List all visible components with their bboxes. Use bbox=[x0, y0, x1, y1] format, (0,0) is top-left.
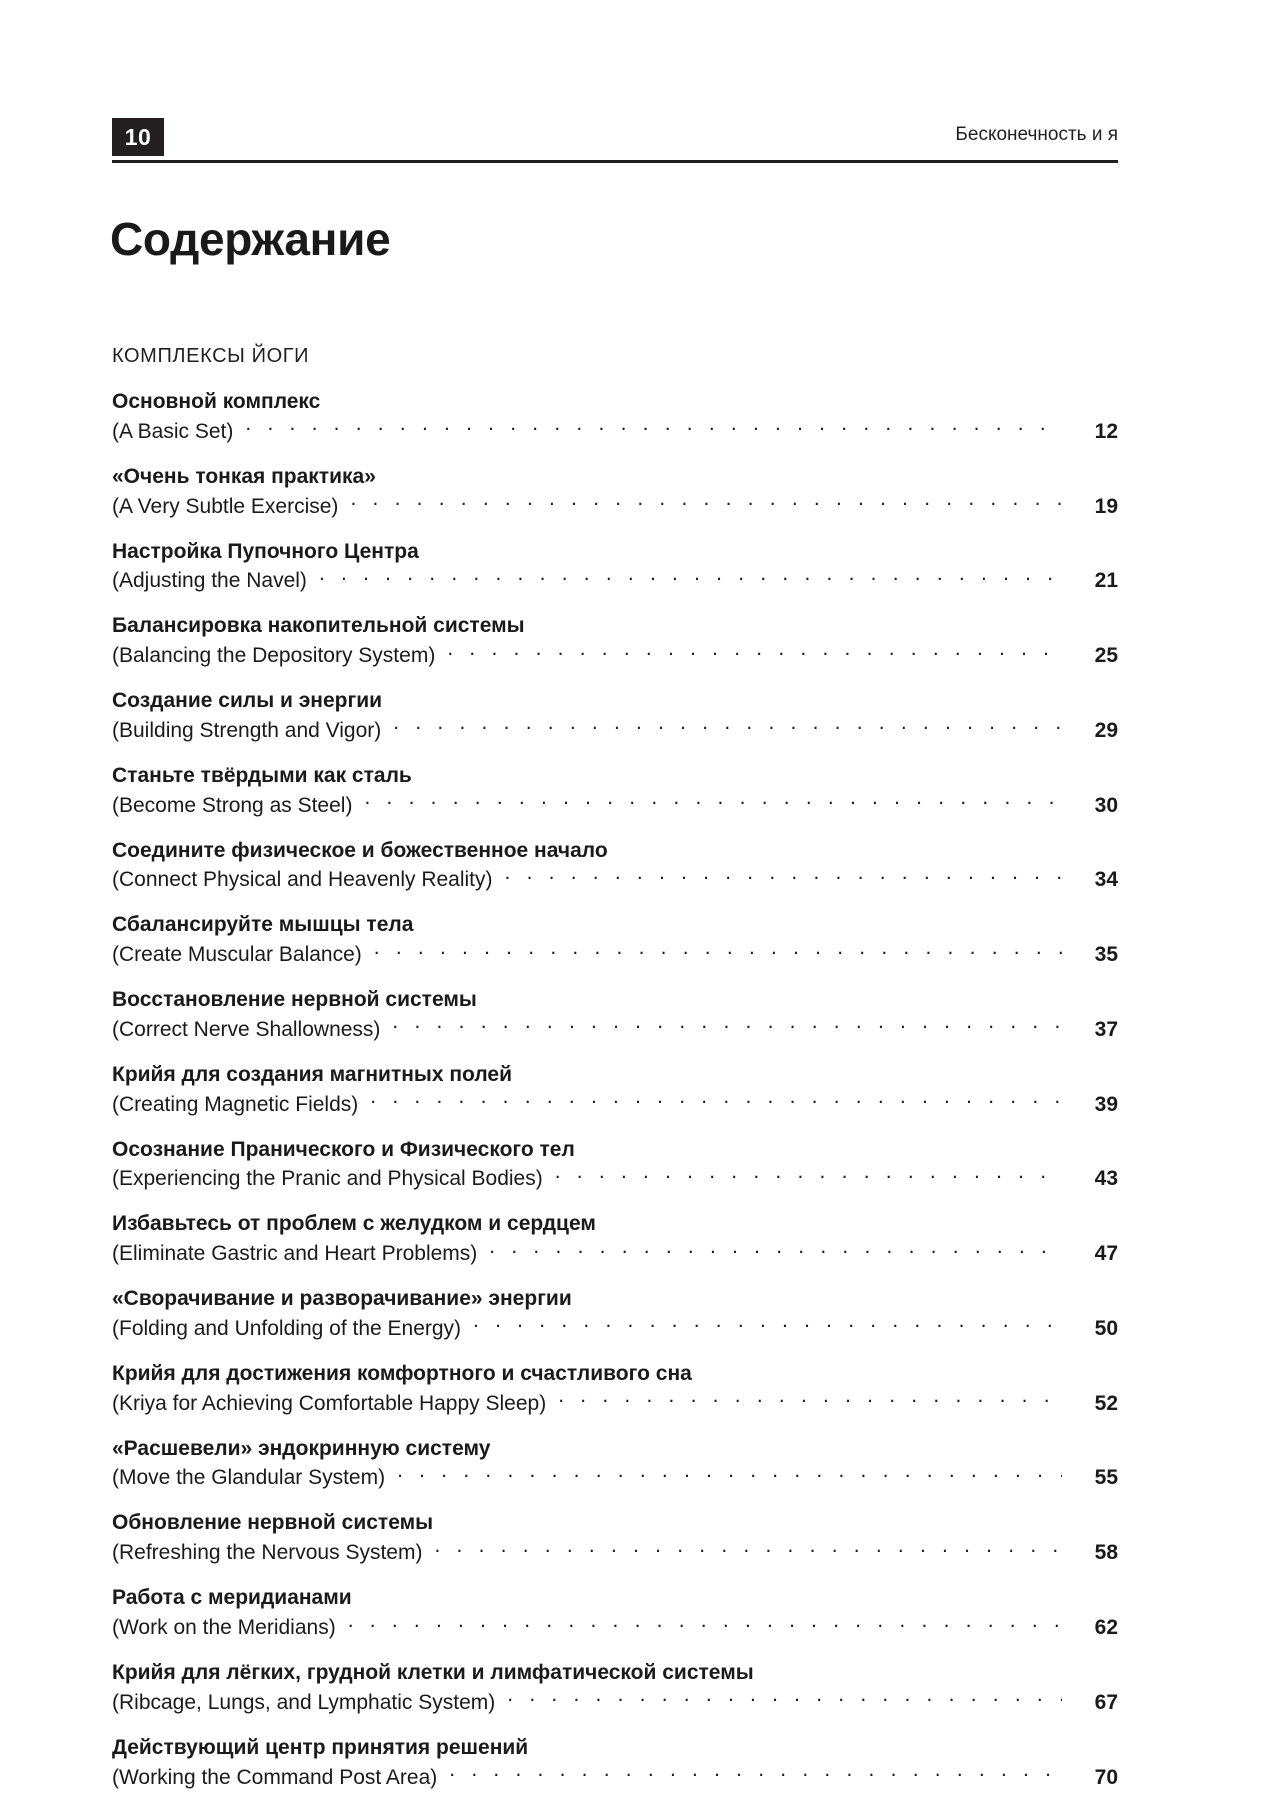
toc-entry-row bbox=[112, 1164, 1118, 1191]
toc-leader-dots bbox=[489, 1239, 1062, 1260]
toc-entry-title-ru: Крийя для создания магнитных полей bbox=[112, 1062, 513, 1086]
toc-section-label: КОМПЛЕКСЫ ЙОГИ bbox=[112, 345, 310, 367]
toc-entry-row bbox=[112, 1538, 1118, 1565]
toc-entry-row bbox=[112, 641, 1118, 668]
toc-entry-title-ru: Создание силы и энергии bbox=[112, 689, 383, 713]
toc-entry[interactable] bbox=[112, 1661, 1118, 1715]
toc-entry-row bbox=[112, 1314, 1118, 1341]
toc-entry-row bbox=[112, 865, 1118, 892]
toc-leader-dots bbox=[392, 1015, 1062, 1036]
toc-entry-title-ru: Балансировка накопительной системы bbox=[112, 614, 525, 638]
toc-entry[interactable] bbox=[112, 1736, 1118, 1790]
toc-entry-page-number: 43 bbox=[1094, 1167, 1118, 1191]
toc-entry-title-ru: Действующий центр принятия решений bbox=[112, 1735, 529, 1759]
toc-entry-row bbox=[112, 716, 1118, 743]
toc-entry[interactable] bbox=[112, 689, 1118, 743]
toc-entry-title-ru: «Расшевели» эндокринную систему bbox=[112, 1436, 491, 1460]
toc-entry[interactable] bbox=[112, 1063, 1118, 1117]
toc-entry[interactable] bbox=[112, 1212, 1118, 1266]
toc-entry-page-number: 39 bbox=[1094, 1092, 1118, 1116]
toc-entry-row bbox=[112, 1389, 1118, 1416]
toc-entry-title-ru: Восстановление нервной системы bbox=[112, 988, 477, 1012]
toc-leader-dots bbox=[364, 791, 1062, 812]
toc-entry[interactable] bbox=[112, 540, 1118, 594]
toc-leader-dots bbox=[374, 940, 1062, 961]
toc-entry-page-number: 30 bbox=[1094, 793, 1118, 817]
toc-leader-dots bbox=[370, 1090, 1062, 1111]
toc-entry-page-number: 58 bbox=[1094, 1541, 1118, 1565]
toc-leader-dots bbox=[449, 1763, 1062, 1784]
toc-entry[interactable] bbox=[112, 988, 1118, 1042]
toc-entry-row bbox=[112, 1239, 1118, 1266]
toc-entry-page-number: 25 bbox=[1094, 644, 1118, 668]
toc-entry[interactable] bbox=[112, 1362, 1118, 1416]
toc-entry-row bbox=[112, 940, 1118, 967]
toc-entry-title-ru: Основной комплекс bbox=[112, 390, 321, 413]
toc-entry-title-ru: Соедините физическое и божественное начало bbox=[112, 838, 608, 862]
toc-entry-title-en: (A Very Subtle Exercise) bbox=[112, 494, 339, 518]
toc-leader-dots bbox=[558, 1389, 1062, 1410]
toc-entry-title-en: (Work on the Meridians) bbox=[112, 1616, 336, 1640]
toc-entry[interactable] bbox=[112, 1586, 1118, 1640]
toc-entry[interactable] bbox=[112, 1138, 1118, 1192]
toc-entry-page-number: 70 bbox=[1094, 1765, 1118, 1789]
toc-entry-title-en: (Creating Magnetic Fields) bbox=[112, 1092, 359, 1116]
toc-leader-dots bbox=[434, 1538, 1062, 1559]
toc-entry[interactable] bbox=[112, 465, 1118, 519]
toc-entry-page-number: 21 bbox=[1094, 569, 1118, 593]
table-of-contents bbox=[112, 345, 1118, 1811]
toc-entry-page-number: 19 bbox=[1094, 494, 1118, 518]
toc-entry-title-ru: Сбалансируйте мышцы тела bbox=[112, 913, 414, 937]
toc-entry-page-number: 47 bbox=[1094, 1242, 1118, 1266]
page-title: Содержание bbox=[110, 213, 391, 265]
toc-entry-title-ru: Осознание Пранического и Физического тел bbox=[112, 1137, 575, 1161]
toc-entry-page-number: 62 bbox=[1094, 1616, 1118, 1640]
toc-entry-row bbox=[112, 1613, 1118, 1640]
toc-leader-dots bbox=[350, 492, 1062, 513]
toc-entry-title-en: (Balancing the Depository System) bbox=[112, 644, 436, 668]
toc-entry-row bbox=[112, 492, 1118, 519]
toc-leader-dots bbox=[393, 716, 1062, 737]
toc-entry[interactable] bbox=[112, 390, 1118, 444]
toc-entry-row bbox=[112, 417, 1118, 444]
toc-leader-dots bbox=[447, 641, 1062, 662]
page-number-badge: 10 bbox=[112, 118, 164, 156]
toc-leader-dots bbox=[397, 1463, 1062, 1484]
toc-entry-list bbox=[112, 390, 1118, 1790]
toc-entry-title-ru: «Очень тонкая практика» bbox=[112, 464, 376, 488]
toc-entry[interactable] bbox=[112, 614, 1118, 668]
toc-entry-title-en: (Adjusting the Navel) bbox=[112, 569, 307, 593]
toc-entry-row bbox=[112, 1090, 1118, 1117]
toc-entry-title-en: (Move the Glandular System) bbox=[112, 1466, 386, 1490]
header-divider bbox=[112, 160, 1118, 163]
toc-entry-page-number: 34 bbox=[1094, 868, 1118, 892]
toc-entry-page-number: 67 bbox=[1094, 1690, 1118, 1714]
running-header-title: Бесконечность и я bbox=[955, 124, 1118, 145]
toc-entry-page-number: 55 bbox=[1094, 1466, 1118, 1490]
toc-entry-row bbox=[112, 566, 1118, 593]
toc-entry-title-en: (Ribcage, Lungs, and Lymphatic System) bbox=[112, 1690, 496, 1714]
toc-entry-page-number: 50 bbox=[1094, 1316, 1118, 1340]
toc-entry-page-number: 52 bbox=[1094, 1391, 1118, 1415]
toc-entry-page-number: 37 bbox=[1094, 1017, 1118, 1041]
toc-entry-page-number: 35 bbox=[1094, 943, 1118, 967]
toc-entry-row bbox=[112, 1463, 1118, 1490]
toc-entry-title-en: (Connect Physical and Heavenly Reality) bbox=[112, 868, 493, 892]
toc-leader-dots bbox=[245, 417, 1062, 438]
toc-leader-dots bbox=[555, 1164, 1062, 1185]
toc-entry-title-en: (Correct Nerve Shallowness) bbox=[112, 1017, 381, 1041]
toc-entry-title-en: (Experiencing the Pranic and Physical Bodies) bbox=[112, 1167, 543, 1191]
toc-entry[interactable] bbox=[112, 1511, 1118, 1565]
toc-entry-title-en: (A Basic Set) bbox=[112, 419, 234, 443]
toc-entry-title-ru: Станьте твёрдыми как сталь bbox=[112, 763, 412, 787]
toc-entry-title-ru: «Сворачивание и разворачивание» энергии bbox=[112, 1287, 572, 1311]
toc-entry-title-en: (Kriya for Achieving Comfortable Happy Sleep) bbox=[112, 1391, 547, 1415]
toc-entry-title-en: (Refreshing the Nervous System) bbox=[112, 1541, 423, 1565]
toc-leader-dots bbox=[473, 1314, 1062, 1335]
toc-entry[interactable] bbox=[112, 913, 1118, 967]
toc-leader-dots bbox=[507, 1688, 1062, 1709]
toc-entry-row bbox=[112, 791, 1118, 818]
toc-entry-title-ru: Настройка Пупочного Центра bbox=[112, 539, 419, 563]
toc-entry[interactable] bbox=[112, 764, 1118, 818]
toc-entry-page-number: 12 bbox=[1094, 419, 1118, 443]
toc-entry-page-number: 29 bbox=[1094, 718, 1118, 742]
toc-entry-row bbox=[112, 1763, 1118, 1790]
toc-leader-dots bbox=[505, 865, 1062, 886]
toc-entry-row bbox=[112, 1688, 1118, 1715]
toc-entry-title-ru: Крийя для достижения комфортного и счастливого сна bbox=[112, 1361, 692, 1385]
toc-entry-title-ru: Обновление нервной системы bbox=[112, 1511, 434, 1535]
toc-entry-title-en: (Working the Command Post Area) bbox=[112, 1765, 438, 1789]
toc-entry-title-en: (Create Muscular Balance) bbox=[112, 943, 362, 967]
toc-entry-title-ru: Работа с меридианами bbox=[112, 1586, 352, 1610]
toc-leader-dots bbox=[348, 1613, 1062, 1634]
toc-leader-dots bbox=[319, 566, 1062, 587]
toc-entry-title-ru: Избавьтесь от проблем с желудком и сердцем bbox=[112, 1212, 596, 1236]
toc-entry-title-ru: Крийя для лёгких, грудной клетки и лимфатической системы bbox=[112, 1661, 754, 1685]
toc-entry[interactable] bbox=[112, 1287, 1118, 1341]
toc-entry[interactable] bbox=[112, 1437, 1118, 1491]
toc-entry-title-en: (Eliminate Gastric and Heart Problems) bbox=[112, 1242, 478, 1266]
toc-entry[interactable] bbox=[112, 839, 1118, 893]
toc-entry-title-en: (Building Strength and Vigor) bbox=[112, 718, 382, 742]
toc-entry-title-en: (Folding and Unfolding of the Energy) bbox=[112, 1316, 462, 1340]
toc-entry-title-en: (Become Strong as Steel) bbox=[112, 793, 353, 817]
toc-entry-row bbox=[112, 1015, 1118, 1042]
running-header bbox=[112, 118, 1118, 162]
